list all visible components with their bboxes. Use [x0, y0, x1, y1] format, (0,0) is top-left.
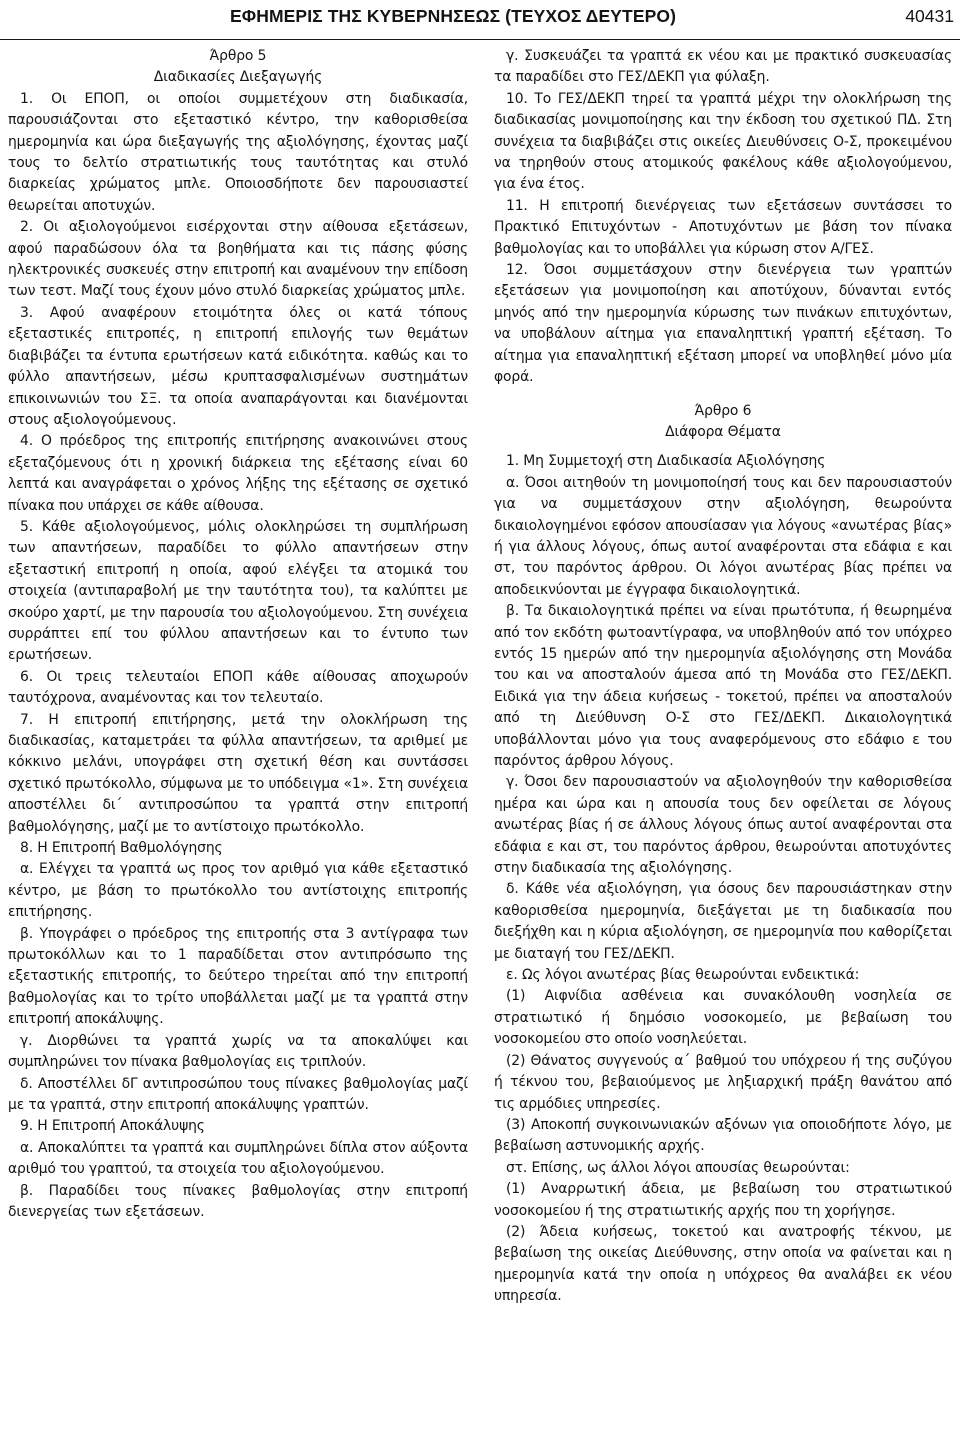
right-column [494, 46, 952, 1308]
paragraph: (2) Θάνατος συγγενούς α΄ βαθμού του υπόχρεου ή της συζύγου ή τέκνου του, βεβαιούμενος με ληξιαρχική πράξη θανάτου από τις αρμόδιες υπηρεσίες. [494, 1052, 952, 1112]
article-body [8, 89, 468, 1224]
page-number: 40431 [905, 6, 954, 26]
paragraph: α. Αποκαλύπτει τα γραπτά και συμπληρώνει δίπλα στον αύξοντα αριθμό του γραπτού, τα στοιχεία του αξιολογούμενου. [8, 1139, 468, 1178]
paragraph: (2) Άδεια κυήσεως, τοκετού και ανατροφής τέκνου, με βεβαίωση της οικείας Διεύθυνσης, στην οποία να φαίνεται και η ημερομηνία κατά την οποία η υπόχρεος θα αναλάβει εκ νέου υπηρεσία. [494, 1223, 952, 1305]
left-column [8, 46, 468, 1223]
paragraph: 8. Η Επιτροπή Βαθμολόγησης [20, 840, 223, 857]
page-header [0, 0, 960, 40]
paragraph: β. Υπογράφει ο πρόεδρος της επιτροπής στα 3 αντίγραφα των πρωτοκόλλων και το 1 παραδίδεται στον αντιπρόσωπο της εξεταστικής επιτροπής, το δεύτερο τηρείται από την επιτροπή βαθμολογίας και το τρίτο υποβάλλεται μαζί με τα γραπτά στην επιτροπή αποκάλυψης. [8, 925, 468, 1028]
paragraph: δ. Κάθε νέα αξιολόγηση, για όσους δεν παρουσιάστηκαν στην καθορισθείσα ημερομηνία, διεξάγεται με τη διαδικασία που διεξήχθη και η κύρια αξιολόγηση, σε ημερομηνία που καθορίζεται με διαταγή του ΓΕΣ/ΔΕΚΠ. [494, 881, 952, 962]
paragraph: 4. Ο πρόεδρος της επιτροπής επιτήρησης ανακοινώνει στους εξεταζόμενους ότι η χρονική διάρκεια της εξέτασης είναι 60 λεπτά και αναγράφεται ο χρόνος λήξης της εξέτασης σε σχετικό πίνακα που υπάρχει σε κάθε αίθουσα. [8, 433, 468, 514]
paragraph: ε. Ως λόγοι ανωτέρας βίας θεωρούνται ενδεικτικά: [506, 967, 860, 984]
article-number: Άρθρο 6 [694, 402, 752, 419]
paragraph: γ. Όσοι δεν παρουσιαστούν να αξιολογηθούν την καθορισθείσα ημέρα και ώρα και η απουσία τους δεν οφείλεται σε λόγους ανωτέρας βίας ή σε άλλους λόγους όπως αυτοί αναφέρονται στα εδάφια ε και στ, του παρόντος άρθρου, θεωρούνται αποτυχόντες στην διαδικασία της αξιολόγησης. [494, 774, 952, 877]
paragraph: 5. Κάθε αξιολογούμενος, μόλις ολοκληρώσει τη συμπλήρωση των απαντήσεων, παραδίδει το φύλλο απαντήσεων στην εξεταστική επιτροπή η οποία, αφού ελέγξει τα ατομικά του στοιχεία (αντιπαραβολή με την ταυτότητα του), τα καλύπτει με σκούρο χαρτί, με την παρουσία του αξιολογούμενου. Στη συνέχεια συρράπτει επί του φύλλου απαντήσεων και το έντυπο των ερωτήσεων. [8, 518, 468, 664]
paragraph: 10. Το ΓΕΣ/ΔΕΚΠ τηρεί τα γραπτά μέχρι την ολοκλήρωση της διαδικασίας μονιμοποίησης και την έκδοση του σχετικού ΠΔ. Στη συνέχεια τα διαβιβάζει στις οικείες Διευθύνσεις Ο-Σ, προκειμένου να τηρηθούν στους ατομικούς φακέλους κάθε αξιολογούμενου, για ένα έτος. [494, 90, 952, 193]
paragraph: 11. Η επιτροπή διενέργειας των εξετάσεων συντάσσει το Πρακτικό Επιτυχόντων - Αποτυχόντων με βάση τον πίνακα βαθμολογίας και το υποβάλλει για κύρωση στον Α/ΓΕΣ. [494, 197, 952, 257]
article-number: Άρθρο 5 [209, 48, 267, 64]
paragraph: β. Τα δικαιολογητικά πρέπει να είναι πρωτότυπα, ή θεωρημένα από τον εκδότη φωτοαντίγραφα, να υποβληθούν από τον υπόχρεο εντός 15 ημερών από την ημερομηνία αξιολόγησης στη Μονάδα του και να αποσταλούν άμεσα από τη Μονάδα στο ΓΕΣ/ΔΕΚΠ. Ειδικά για την άδεια κυήσεως - τοκετού, πρέπει να αποσταλούν από τη Διεύθυνση Ο-Σ στο ΓΕΣ/ΔΕΚΠ. Δικαιολογητικά υποβάλλονται μόνο για τους αναφερόμενους στο εδάφιο ε του παρόντος άρθρου λόγους. [494, 603, 952, 769]
paragraph: 6. Οι τρεις τελευταίοι ΕΠΟΠ κάθε αίθουσας αποχωρούν ταυτόχρονα, αναμένοντας και τον τελευταίο. [8, 668, 468, 707]
article-title: Διαδικασίες Διεξαγωγής [153, 69, 323, 86]
paragraph: 3. Αφού αναφέρουν ετοιμότητα όλες οι κατά τόπους εξεταστικές επιτροπές, η επιτροπή επιλογής των θεμάτων διαβιβάζει τα έντυπα ερωτήσεων κατά ειδικότητα. καθώς και το φύλλο απαντήσεων, μέσω κρυπτασφαλισμένων συστημάτων επικοινωνιών του ΣΞ. τα οποία αναπαράγονται και διανέμονται στους αξιολογούμενους. [8, 304, 468, 428]
paragraph: στ. Επίσης, ως άλλοι λόγοι απουσίας θεωρούνται: [506, 1159, 850, 1176]
paragraph: 1. Οι ΕΠΟΠ, οι οποίοι συμμετέχουν στη διαδικασία, παρουσιάζονται στο εξεταστικό κέντρο, την καθορισθείσα ημερομηνία και ώρα διεξαγωγής της αξιολόγησης, έχοντας μαζί τους το δελτίο στρατιωτικής τους ταυτότητας και στυλό διαρκείας χρώματος μπλε. Οποιοσδήποτε δεν παρουσιαστεί θεωρείται αποτυχών. [8, 90, 468, 214]
paragraph: 1. Μη Συμμετοχή στη Διαδικασία Αξιολόγησης [506, 453, 826, 470]
paragraph: 7. Η επιτροπή επιτήρησης, μετά την ολοκλήρωση της διαδικασίας, καταμετράει τα φύλλα απαντήσεων, τα αριθμεί με κόκκινο μελάνι, υπογράφει στη σχετική θέση και συντάσσει σχετικό πρωτόκολλο, σύμφωνα με το υπόδειγμα «1». Στη συνέχεια αποστέλλει δι΄ αντιπροσώπου τα γραπτά στην επιτροπή βαθμολόγησης, μαζί με το αντίστοιχο πρωτόκολλο. [8, 711, 468, 835]
paragraph: (1) Αιφνίδια ασθένεια και συνακόλουθη νοσηλεία σε στρατιωτικό ή δημόσιο νοσοκομείο, με βεβαίωση του νοσοκομείου στο οποίο νοσηλεύεται. [494, 988, 952, 1048]
paragraph: (3) Αποκοπή συγκοινωνιακών αξόνων για οποιοδήποτε λόγο, με βεβαίωση αστυνομικής αρχής. [494, 1116, 952, 1155]
paragraph: γ. Διορθώνει τα γραπτά χωρίς να τα αποκαλύψει και συμπληρώνει τον πίνακα βαθμολογίας εις τριπλούν. [8, 1032, 468, 1071]
gazette-title: ΕΦΗΜΕΡΙΣ ΤΗΣ ΚΥΒΕΡΝΗΣΕΩΣ (ΤΕΥΧΟΣ ΔΕΥΤΕΡΟ) [230, 6, 677, 26]
paragraph: α. Όσοι αιτηθούν τη μονιμοποίησή τους και δεν παρουσιαστούν για να συμμετάσχουν στην αξιολόγηση, θεωρούντα δικαιολογημένοι εφόσον απουσίασαν για λόγους «ανωτέρας βίας» ή για άλλους λόγους, όπως αυτοί αναφέρονται στα εδάφια ε και στ, του παρόντος άρθρου. Οι λόγοι ανωτέρας βίας πρέπει να αποδεικνύονται με έγγραφα δικαιολογητικά. [494, 474, 952, 598]
article-title: Διάφορα Θέματα [665, 423, 781, 440]
paragraph: (1) Αναρρωτική άδεια, με βεβαίωση του στρατιωτικού νοσοκομείου ή της στρατιωτικής αρχής που τη χορήγησε. [494, 1181, 952, 1219]
paragraph: β. Παραδίδει τους πίνακες βαθμολογίας στην επιτροπή διενεργείας των εξετάσεων. [8, 1182, 468, 1220]
paragraph: α. Ελέγχει τα γραπτά ως προς τον αριθμό για κάθε εξεταστικό κέντρο, με βάση το πρωτόκολλο του αντίστοιχης επιτροπής επιτήρησης. [8, 861, 468, 921]
paragraph: 9. Η Επιτροπή Αποκάλυψης [20, 1118, 205, 1135]
article-body [494, 451, 952, 1307]
paragraph: 12. Όσοι συμμετάσχουν στην διενέργεια των γραπτών εξετάσεων για μονιμοποίηση και αποτύχουν, δύνανται εντός μηνός από την ημερομηνία κύρωσης των πινάκων επιτυχόντων, να υποβάλουν αίτημα για επαναληπτική γραπτή εξέταση. Το αίτημα για επαναληπτική εξέταση μπορεί να υποβληθεί μόνο μία φορά. [494, 262, 952, 386]
paragraph: δ. Αποστέλλει δΓ αντιπροσώπου τους πίνακες βαθμολογίας μαζί με τα γραπτά, στην επιτροπή αποκάλυψης γραπτών. [8, 1075, 468, 1113]
article-body-continued [494, 46, 952, 389]
paragraph: 2. Οι αξιολογούμενοι εισέρχονται στην αίθουσα εξετάσεων, αφού παραδώσουν όλα τα βοηθήματα και τις πάσης φύσης ηλεκτρονικές συσκευές στην επιτροπή και αναμένουν την επίδοση των τεστ. Μαζί τους έχουν μόνο στυλό διαρκείας χρώματος μπλε. [8, 219, 468, 300]
paragraph: γ. Συσκευάζει τα γραπτά εκ νέου και με πρακτικό συσκευασίας τα παραδίδει στο ΓΕΣ/ΔΕΚΠ για φύλαξη. [494, 48, 952, 86]
